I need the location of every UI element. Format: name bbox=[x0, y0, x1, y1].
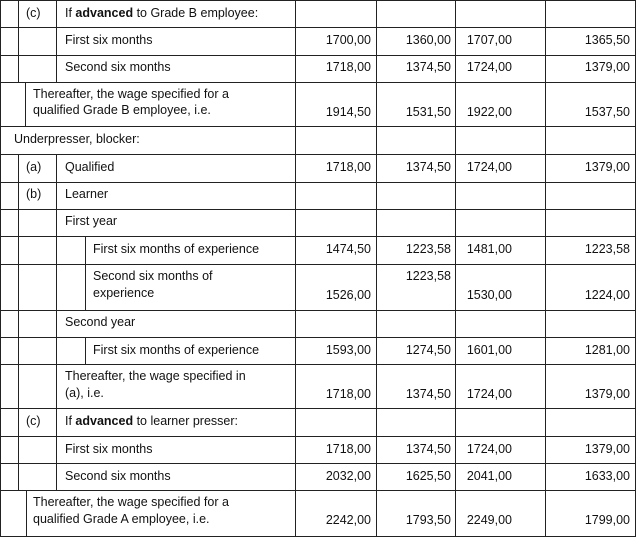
value-cell: 2249,00 bbox=[466, 513, 512, 527]
item-letter: (c) bbox=[26, 6, 41, 20]
value-cell: 1223,58 bbox=[584, 242, 630, 256]
value-cell: 1224,00 bbox=[584, 288, 630, 302]
item-letter: (a) bbox=[26, 160, 42, 174]
value-cell: 1374,50 bbox=[405, 160, 451, 174]
value-cell: 1718,00 bbox=[325, 387, 371, 401]
value-cell: 1379,00 bbox=[584, 160, 630, 174]
value-cell: 1724,00 bbox=[466, 442, 512, 456]
row-label-rich: If advanced to learner presser: bbox=[65, 414, 239, 428]
value-cell: 1281,00 bbox=[584, 343, 630, 357]
value-cell: 1374,50 bbox=[405, 387, 451, 401]
indent-rule bbox=[26, 490, 27, 536]
row-label: Second six months bbox=[65, 469, 171, 483]
value-cell: 1379,00 bbox=[584, 387, 630, 401]
value-cell: 1593,00 bbox=[325, 343, 371, 357]
column-rule bbox=[0, 0, 1, 537]
row-label-rich: If advanced to Grade B employee: bbox=[65, 6, 259, 20]
value-cell: 1799,00 bbox=[584, 513, 630, 527]
indent-rule bbox=[56, 154, 57, 490]
value-cell: 2032,00 bbox=[325, 469, 371, 483]
value-cell: 1223,58 bbox=[405, 269, 451, 283]
value-cell: 1793,50 bbox=[405, 513, 451, 527]
row-label: Learner bbox=[65, 187, 109, 201]
value-cell: 1922,00 bbox=[466, 105, 512, 119]
value-cell: 1633,00 bbox=[584, 469, 630, 483]
value-cell: 1526,00 bbox=[325, 288, 371, 302]
indent-rule bbox=[18, 0, 19, 82]
value-cell: 1274,50 bbox=[405, 343, 451, 357]
value-cell: 1724,00 bbox=[466, 387, 512, 401]
row-label-line-1: Thereafter, the wage specified for a bbox=[33, 495, 229, 509]
value-cell: 1724,00 bbox=[466, 160, 512, 174]
row-label: Second year bbox=[65, 315, 136, 329]
value-cell: 1379,00 bbox=[584, 60, 630, 74]
row-rule bbox=[0, 490, 636, 491]
value-cell: 1223,58 bbox=[405, 242, 451, 256]
section-heading: Underpresser, blocker: bbox=[14, 132, 140, 146]
row-rule bbox=[0, 182, 636, 183]
value-cell: 1474,50 bbox=[325, 242, 371, 256]
row-label-line-1: Thereafter, the wage specified for a bbox=[33, 87, 229, 101]
row-rule bbox=[0, 55, 636, 56]
value-cell: 1537,50 bbox=[584, 105, 630, 119]
value-cell: 1365,50 bbox=[584, 33, 630, 47]
value-cell: 1601,00 bbox=[466, 343, 512, 357]
item-letter: (b) bbox=[26, 187, 42, 201]
value-cell: 2041,00 bbox=[466, 469, 512, 483]
row-rule bbox=[0, 310, 636, 311]
row-rule bbox=[0, 408, 636, 409]
value-cell: 1360,00 bbox=[405, 33, 451, 47]
value-cell: 1481,00 bbox=[466, 242, 512, 256]
indent-rule bbox=[56, 0, 57, 82]
row-label-line-1: Thereafter, the wage specified in bbox=[65, 369, 246, 383]
value-cell: 1374,50 bbox=[405, 60, 451, 74]
row-rule bbox=[0, 154, 636, 155]
row-label: Second six months bbox=[65, 60, 171, 74]
value-cell: 1707,00 bbox=[466, 33, 512, 47]
value-cell: 1379,00 bbox=[584, 442, 630, 456]
item-letter: (c) bbox=[26, 414, 41, 428]
row-label: First six months of experience bbox=[93, 343, 260, 357]
column-rule bbox=[635, 0, 636, 537]
row-rule bbox=[0, 536, 636, 537]
row-rule bbox=[0, 82, 636, 83]
indent-rule bbox=[25, 82, 26, 126]
value-cell: 1625,50 bbox=[405, 469, 451, 483]
row-rule bbox=[0, 0, 636, 1]
row-label: First year bbox=[65, 214, 118, 228]
row-rule bbox=[0, 436, 636, 437]
row-label: Qualified bbox=[65, 160, 115, 174]
row-rule bbox=[0, 364, 636, 365]
row-rule bbox=[0, 463, 636, 464]
row-label-line-2: qualified Grade A employee, i.e. bbox=[33, 512, 210, 526]
row-rule bbox=[0, 126, 636, 127]
row-label-line-2: (a), i.e. bbox=[65, 386, 104, 400]
value-cell: 1718,00 bbox=[325, 160, 371, 174]
row-label-line-2: qualified Grade B employee, i.e. bbox=[33, 103, 211, 117]
indent-rule bbox=[85, 337, 86, 364]
row-label: First six months bbox=[65, 33, 153, 47]
row-rule bbox=[0, 264, 636, 265]
row-label: First six months bbox=[65, 442, 153, 456]
value-cell: 1530,00 bbox=[466, 288, 512, 302]
row-rule bbox=[0, 27, 636, 28]
value-cell: 1718,00 bbox=[325, 60, 371, 74]
row-rule bbox=[0, 337, 636, 338]
value-cell: 1374,50 bbox=[405, 442, 451, 456]
row-rule bbox=[0, 209, 636, 210]
value-cell: 1718,00 bbox=[325, 442, 371, 456]
indent-rule bbox=[85, 236, 86, 310]
row-label: First six months of experience bbox=[93, 242, 260, 256]
row-label-line-2: experience bbox=[93, 286, 155, 300]
indent-rule bbox=[18, 154, 19, 490]
value-cell: 1700,00 bbox=[325, 33, 371, 47]
row-label-line-1: Second six months of bbox=[93, 269, 213, 283]
row-rule bbox=[0, 236, 636, 237]
value-cell: 1531,50 bbox=[405, 105, 451, 119]
value-cell: 1724,00 bbox=[466, 60, 512, 74]
value-cell: 2242,00 bbox=[325, 513, 371, 527]
value-cell: 1914,50 bbox=[325, 105, 371, 119]
